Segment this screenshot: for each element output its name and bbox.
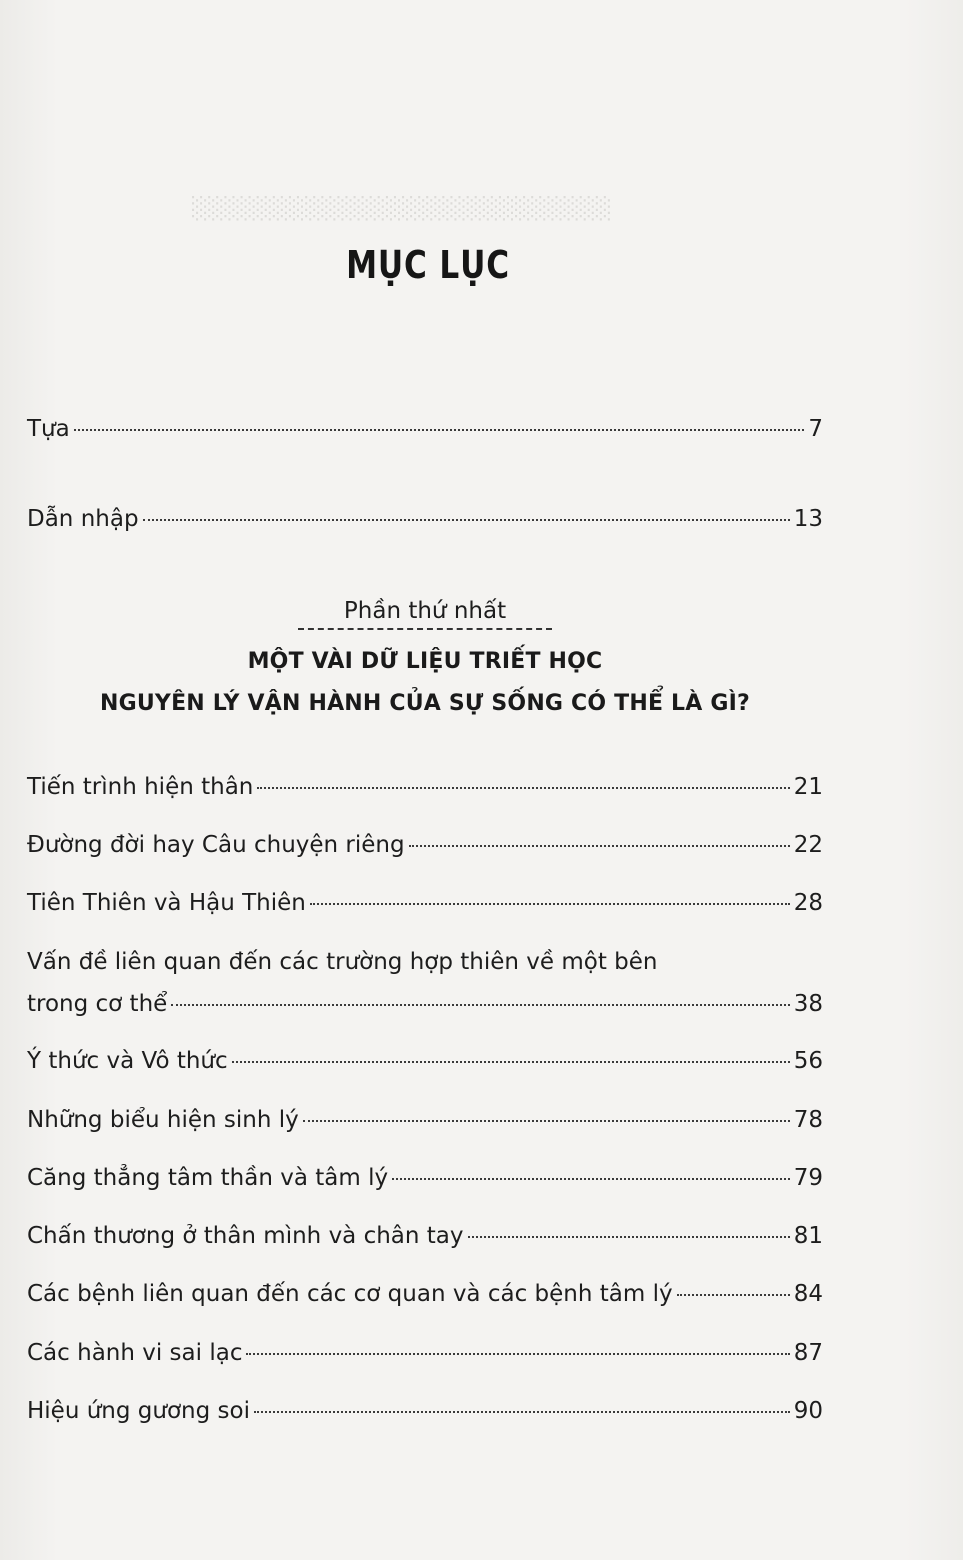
entry-label-line-2: trong cơ thể bbox=[27, 991, 168, 1017]
entry-page-number: 38 bbox=[793, 991, 823, 1017]
part-title-line-2: NGUYÊN LÝ VẬN HÀNH CỦA SỰ SỐNG CÓ THỂ LÀ GÌ? bbox=[100, 691, 750, 716]
entry-label: Hiệu ứng gương soi bbox=[27, 1398, 250, 1424]
entry-line-2 bbox=[27, 989, 823, 1019]
dot-leader bbox=[677, 1294, 790, 1296]
entry-label: Đường đời hay Câu chuyện riêng bbox=[27, 832, 405, 858]
entry-page-number: 56 bbox=[793, 1048, 823, 1074]
toc-entry[interactable] bbox=[27, 888, 823, 918]
entry-page-number: 7 bbox=[808, 416, 823, 442]
toc-entry-tua[interactable] bbox=[27, 414, 823, 444]
entry-page-number: 87 bbox=[793, 1340, 823, 1366]
part-heading-label: Phần thứ nhất bbox=[343, 598, 507, 624]
dot-leader bbox=[392, 1178, 790, 1180]
toc-entry[interactable] bbox=[27, 1221, 823, 1251]
toc-entry-two-line[interactable] bbox=[27, 947, 823, 1019]
dot-leader bbox=[468, 1236, 790, 1238]
dot-leader bbox=[409, 845, 790, 847]
show-through-text: ░░░░░░░░░░░░░░░░░░░░░░░░░░ bbox=[190, 196, 610, 220]
entry-page-number: 90 bbox=[793, 1398, 823, 1424]
toc-entry[interactable] bbox=[27, 1163, 823, 1193]
toc-entry[interactable] bbox=[27, 772, 823, 802]
entry-label: Dẫn nhập bbox=[27, 506, 139, 532]
entry-label: Tiến trình hiện thân bbox=[27, 774, 254, 800]
toc-entry[interactable] bbox=[27, 1046, 823, 1076]
toc-entry[interactable] bbox=[27, 1279, 823, 1309]
entry-label: Căng thẳng tâm thần và tâm lý bbox=[27, 1165, 389, 1191]
entry-label: Các bệnh liên quan đến các cơ quan và các bệnh tâm lý bbox=[27, 1281, 673, 1307]
entry-page-number: 81 bbox=[793, 1223, 823, 1249]
toc-entry[interactable] bbox=[27, 1338, 823, 1368]
entry-label: Tựa bbox=[27, 416, 70, 442]
entry-page-number: 22 bbox=[793, 832, 823, 858]
dot-leader bbox=[171, 1004, 789, 1006]
dot-leader bbox=[257, 787, 789, 789]
entry-label: Tiên Thiên và Hậu Thiên bbox=[27, 890, 306, 916]
entry-label: Chấn thương ở thân mình và chân tay bbox=[27, 1223, 464, 1249]
entry-label: Ý thức và Vô thức bbox=[27, 1048, 228, 1074]
entry-label: Các hành vi sai lạc bbox=[27, 1340, 243, 1366]
toc-entry-dan-nhap[interactable] bbox=[27, 504, 823, 534]
dot-leader bbox=[246, 1353, 789, 1355]
entry-page-number: 21 bbox=[793, 774, 823, 800]
part-heading-rule bbox=[298, 628, 552, 630]
entry-page-number: 78 bbox=[793, 1107, 823, 1133]
entry-page-number: 13 bbox=[793, 506, 823, 532]
part-title-line-1: MỘT VÀI DỮ LIỆU TRIẾT HỌC bbox=[247, 649, 603, 674]
toc-entry[interactable] bbox=[27, 830, 823, 860]
dot-leader bbox=[143, 519, 790, 521]
entry-page-number: 84 bbox=[793, 1281, 823, 1307]
dot-leader bbox=[310, 903, 790, 905]
entry-label: Những biểu hiện sinh lý bbox=[27, 1107, 299, 1133]
dot-leader bbox=[254, 1411, 790, 1413]
toc-entry[interactable] bbox=[27, 1396, 823, 1426]
toc-entry[interactable] bbox=[27, 1105, 823, 1135]
dot-leader bbox=[232, 1061, 790, 1063]
part-heading bbox=[0, 596, 850, 629]
dot-leader bbox=[74, 429, 805, 431]
entry-label-line-1: Vấn đề liên quan đến các trường hợp thiên về một bên bbox=[27, 949, 658, 975]
dot-leader bbox=[303, 1120, 790, 1122]
page-title: MỤC LỤC bbox=[346, 243, 510, 287]
entry-page-number: 28 bbox=[793, 890, 823, 916]
entry-page-number: 79 bbox=[793, 1165, 823, 1191]
